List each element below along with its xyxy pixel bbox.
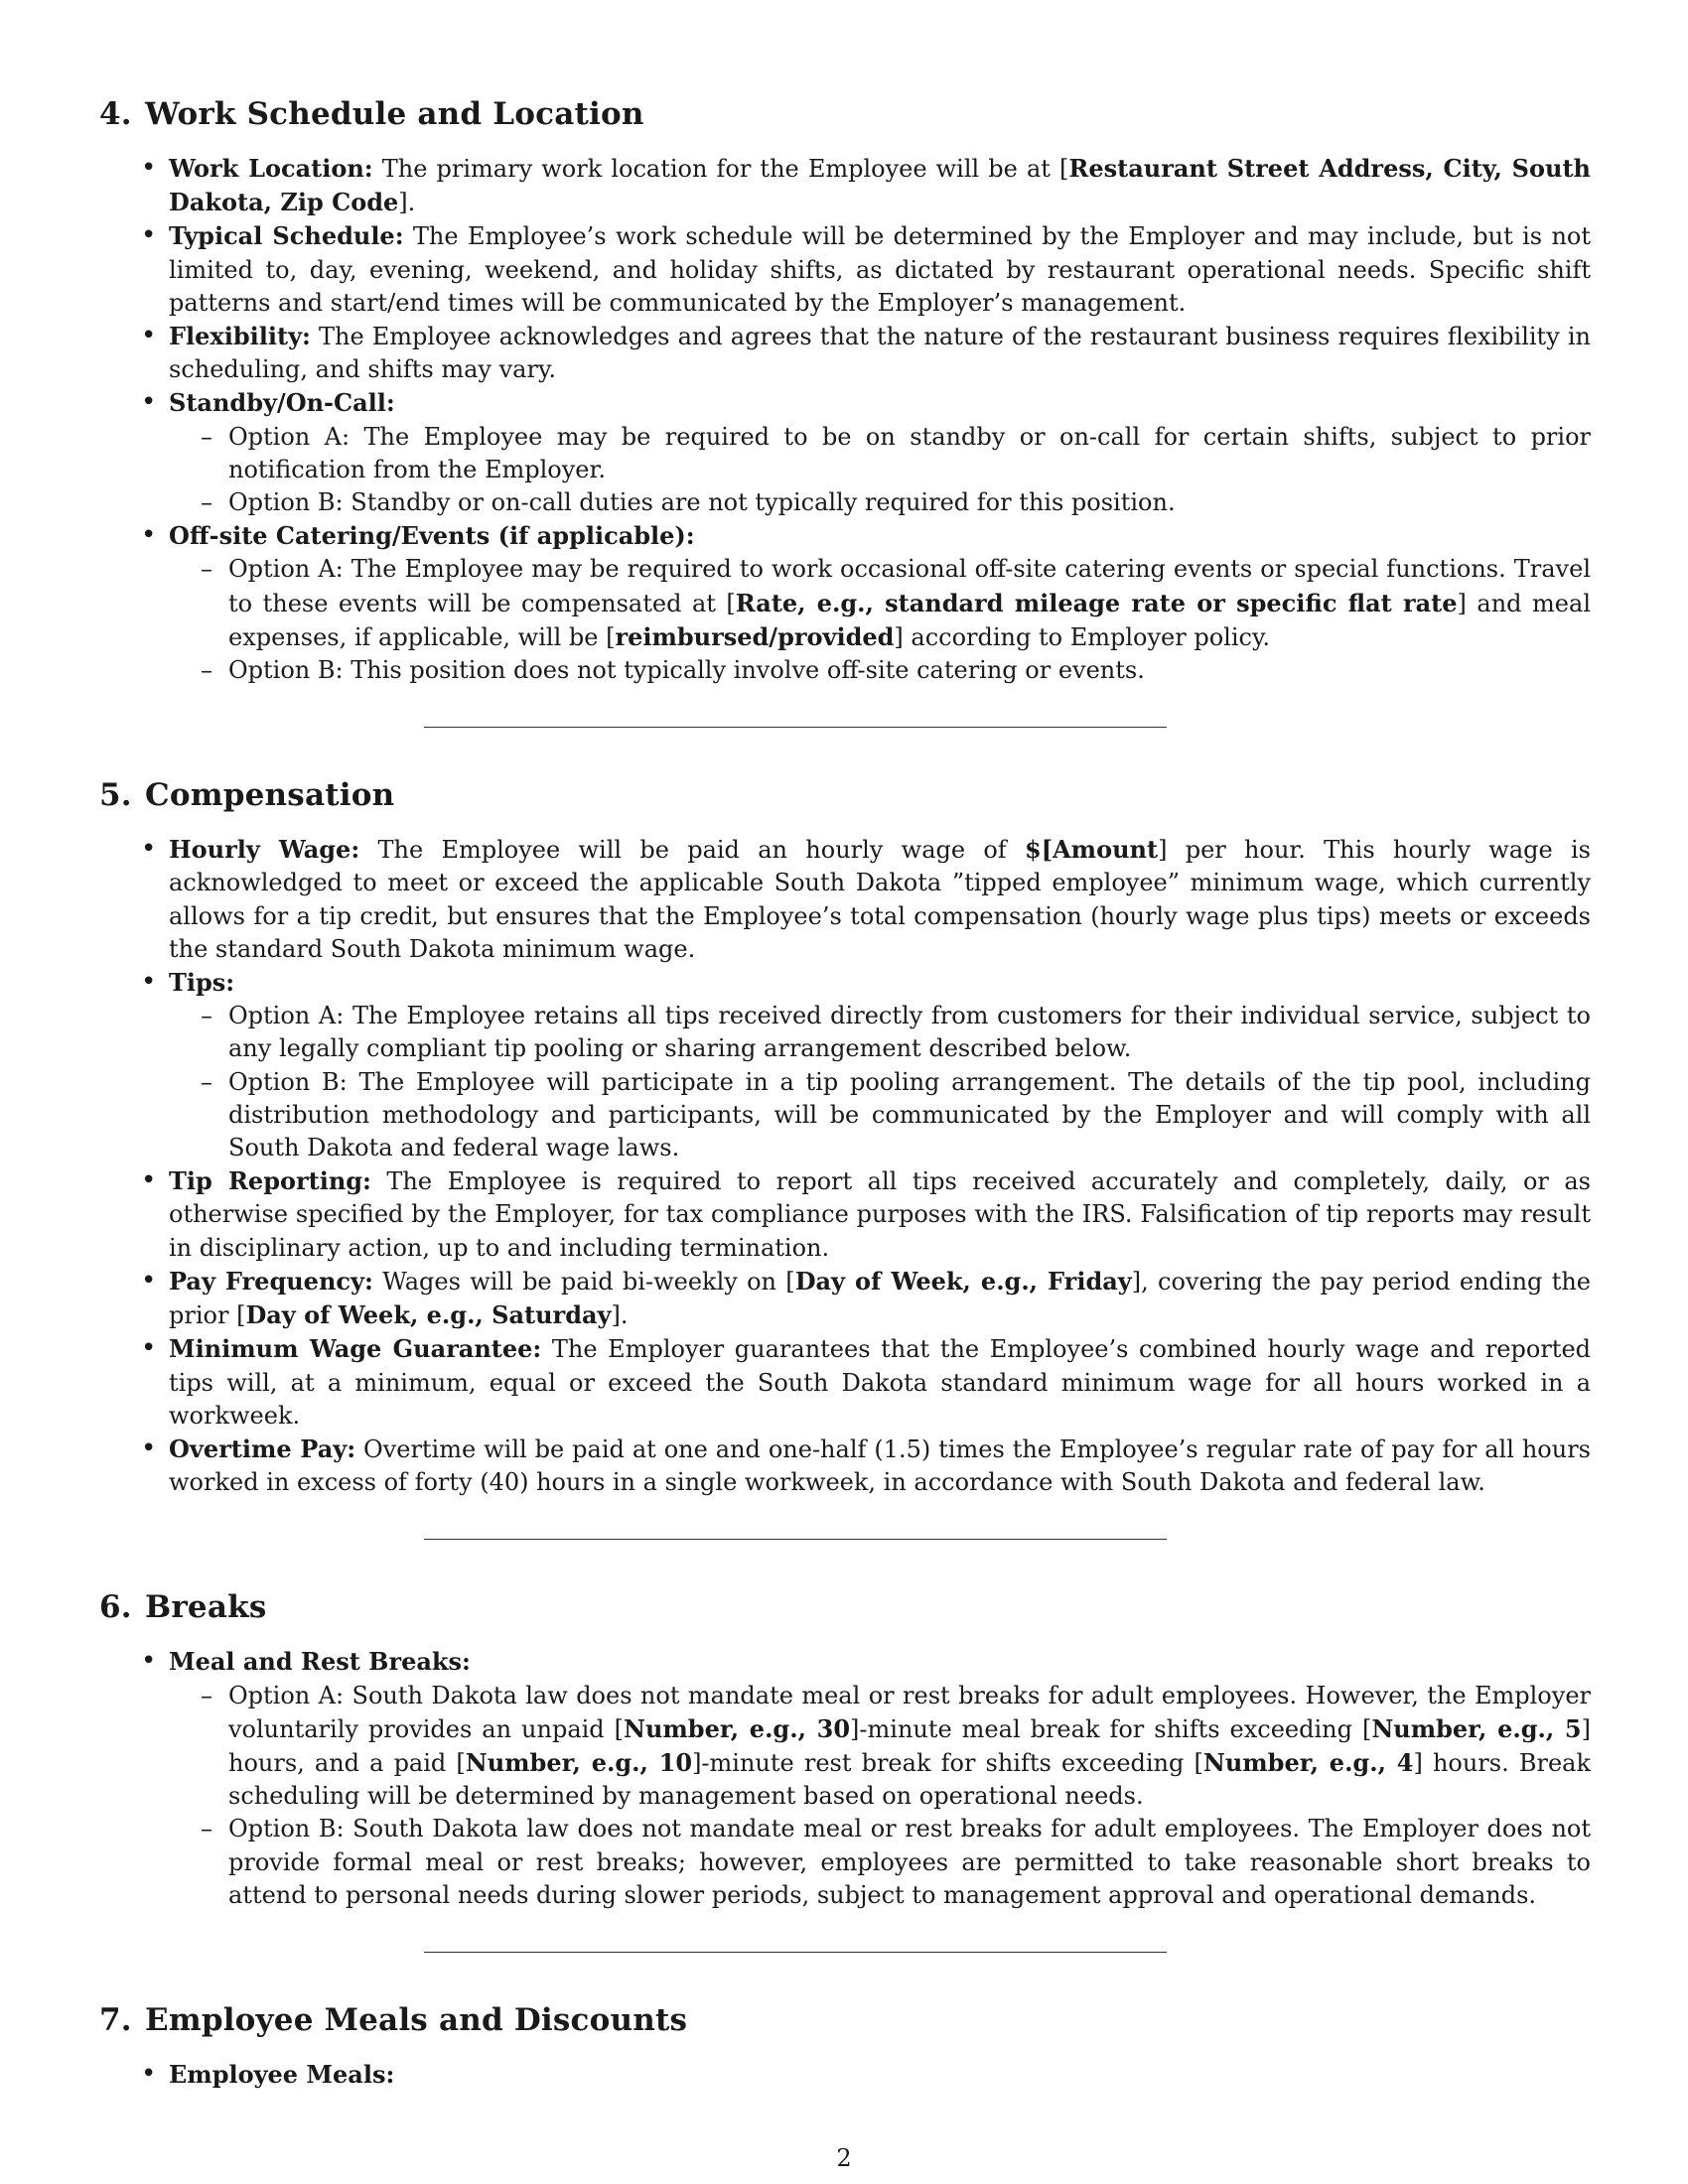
section-divider	[424, 727, 1167, 728]
sub-item-option-a: – Option A: The Employee retains all tips received directly from customers for their individual service, subject to any legally compliant tip pooling or sharing arrangement described below.	[228, 1000, 1591, 1065]
bullet-list	[99, 1645, 1591, 1912]
section-divider	[424, 1952, 1167, 1953]
list-item-minimum-wage: • Minimum Wage Guarantee: The Employer guarantees that the Employee’s combined hourly wage and reported tips will, at a minimum, equal or exceed the South Dakota standard minimum wage for all hours worked in a workweek.	[169, 1332, 1591, 1433]
list-item-meal-rest-breaks: • Meal and Rest Breaks: – Option A: South Dakota law does not mandate meal or rest breaks for adult employees. However, the Employer voluntarily provides an unpaid [Number, e.g., 30]-minute meal break for shifts exceeding [Number, e.g., 5] hours, and a paid [Number, e.g., 10]-minute rest break for shifts exceeding [Number, e.g., 4] hours. Break scheduling will be determined by management based on operational needs. – Option B: South Dakota law does not mandate meal or rest breaks for adult employees. The Employer does not provide formal meal or rest breaks; however, employees are permitted to take reasonable short breaks to attend to personal needs during slower periods, subject to management approval and operational demands.	[169, 1645, 1591, 1912]
section-heading: 5. Compensation	[99, 777, 395, 814]
bullet-list	[99, 833, 1591, 1499]
list-item-tip-reporting: • Tip Reporting: The Employee is required to report all tips received accurately and completely, daily, or as otherwise specified by the Employer, for tax compliance purposes with the IRS. Falsification of tip reports may result in disciplinary action, up to and including termination.	[169, 1164, 1591, 1265]
list-item-work-location: • Work Location: The primary work location for the Employee will be at [Restaurant Street Address, City, South Dakota, Zip Code].	[169, 152, 1591, 219]
sub-item-option-b: – Option B: The Employee will participate in a tip pooling arrangement. The details of the tip pool, including distribution methodology and participants, will be communicated by the Employer and will comply with all South Dakota and federal wage laws.	[228, 1066, 1591, 1165]
sub-item-option-a: – Option A: The Employee may be required to be on standby or on-call for certain shifts, subject to prior notification from the Employer.	[228, 421, 1591, 486]
list-item-pay-frequency: • Pay Frequency: Wages will be paid bi-weekly on [Day of Week, e.g., Friday], covering the pay period ending the prior [Day of Week, e.g., Saturday].	[169, 1265, 1591, 1332]
list-item-typical-schedule: • Typical Schedule: The Employee’s work schedule will be determined by the Employer and may include, but is not limited to, day, evening, weekend, and holiday shifts, as dictated by restaurant operational needs. Specific shift patterns and start/end times will be communicated by the Employer’s management.	[169, 219, 1591, 320]
sub-list	[169, 1680, 1591, 1912]
sub-item-option-b: – Option B: Standby or on-call duties are not typically required for this position.	[228, 486, 1591, 519]
sub-item-option-b: – Option B: South Dakota law does not mandate meal or rest breaks for adult employees. The Employer does not provide formal meal or rest breaks; however, employees are permitted to take reasonable short breaks to attend to personal needs during slower periods, subject to management approval and operational demands.	[228, 1813, 1591, 1912]
sub-item-option-a: – Option A: The Employee may be required to work occasional off-site catering events or special functions. Travel to these events will be compensated at [Rate, e.g., standard mileage rate or specific flat rate] and meal expenses, if applicable, will be [reimbursed/provided] according to Employer policy.	[228, 553, 1591, 654]
bullet-list	[99, 2058, 1591, 2092]
sub-item-option-a: – Option A: South Dakota law does not mandate meal or rest breaks for adult employees. However, the Employer voluntarily provides an unpaid [Number, e.g., 30]-minute meal break for shifts exceeding [Number, e.g., 5] hours, and a paid [Number, e.g., 10]-minute rest break for shifts exceeding [Number, e.g., 4] hours. Break scheduling will be determined by management based on operational needs.	[228, 1680, 1591, 1814]
list-item-hourly-wage: • Hourly Wage: The Employee will be paid an hourly wage of $[Amount] per hour. This hourly wage is acknowledged to meet or exceed the applicable South Dakota ”tipped employee” minimum wage, which currently allows for a tip credit, but ensures that the Employee’s total compensation (hourly wage plus tips) meets or exceeds the standard South Dakota minimum wage.	[169, 833, 1591, 966]
list-item-standby: • Standby/On-Call: – Option A: The Employee may be required to be on standby or on-call for certain shifts, subject to prior notification from the Employer. – Option B: Standby or on-call duties are not typically required for this position.	[169, 386, 1591, 519]
list-item-overtime: • Overtime Pay: Overtime will be paid at one and one-half (1.5) times the Employee’s regular rate of pay for all hours worked in excess of forty (40) hours in a single workweek, in accordance with South Dakota and federal law.	[169, 1433, 1591, 1499]
section-employee-meals	[99, 2000, 1591, 2092]
sub-list	[169, 421, 1591, 520]
section-heading: 7. Employee Meals and Discounts	[99, 2001, 688, 2038]
sub-item-option-b: – Option B: This position does not typically involve off-site catering or events.	[228, 654, 1591, 687]
section-compensation	[99, 775, 1591, 1540]
section-work-schedule	[99, 94, 1591, 728]
sub-list	[169, 1000, 1591, 1164]
page-number: 2	[836, 2144, 852, 2172]
list-item-offsite: • Off-site Catering/Events (if applicable): – Option A: The Employee may be required to work occasional off-site catering events or special functions. Travel to these events will be compensated at [Rate, e.g., standard mileage rate or specific flat rate] and meal expenses, if applicable, will be [reimbursed/provided] according to Employer policy. – Option B: This position does not typically involve off-site catering or events.	[169, 519, 1591, 687]
list-item-employee-meals: • Employee Meals:	[169, 2058, 1591, 2092]
section-heading: 6. Breaks	[99, 1589, 267, 1626]
list-item-flexibility: • Flexibility: The Employee acknowledges and agrees that the nature of the restaurant business requires flexibility in scheduling, and shifts may vary.	[169, 320, 1591, 386]
section-breaks	[99, 1587, 1591, 1953]
document-content	[99, 94, 1591, 2092]
section-divider	[424, 1539, 1167, 1540]
list-item-tips: • Tips: – Option A: The Employee retains all tips received directly from customers for their individual service, subject to any legally compliant tip pooling or sharing arrangement described below. – Option B: The Employee will participate in a tip pooling arrangement. The details of the tip pool, including distribution methodology and participants, will be communicated by the Employer and will comply with all South Dakota and federal wage laws.	[169, 966, 1591, 1164]
sub-list	[169, 553, 1591, 687]
section-heading: 4. Work Schedule and Location	[99, 96, 644, 132]
bullet-list	[99, 152, 1591, 687]
